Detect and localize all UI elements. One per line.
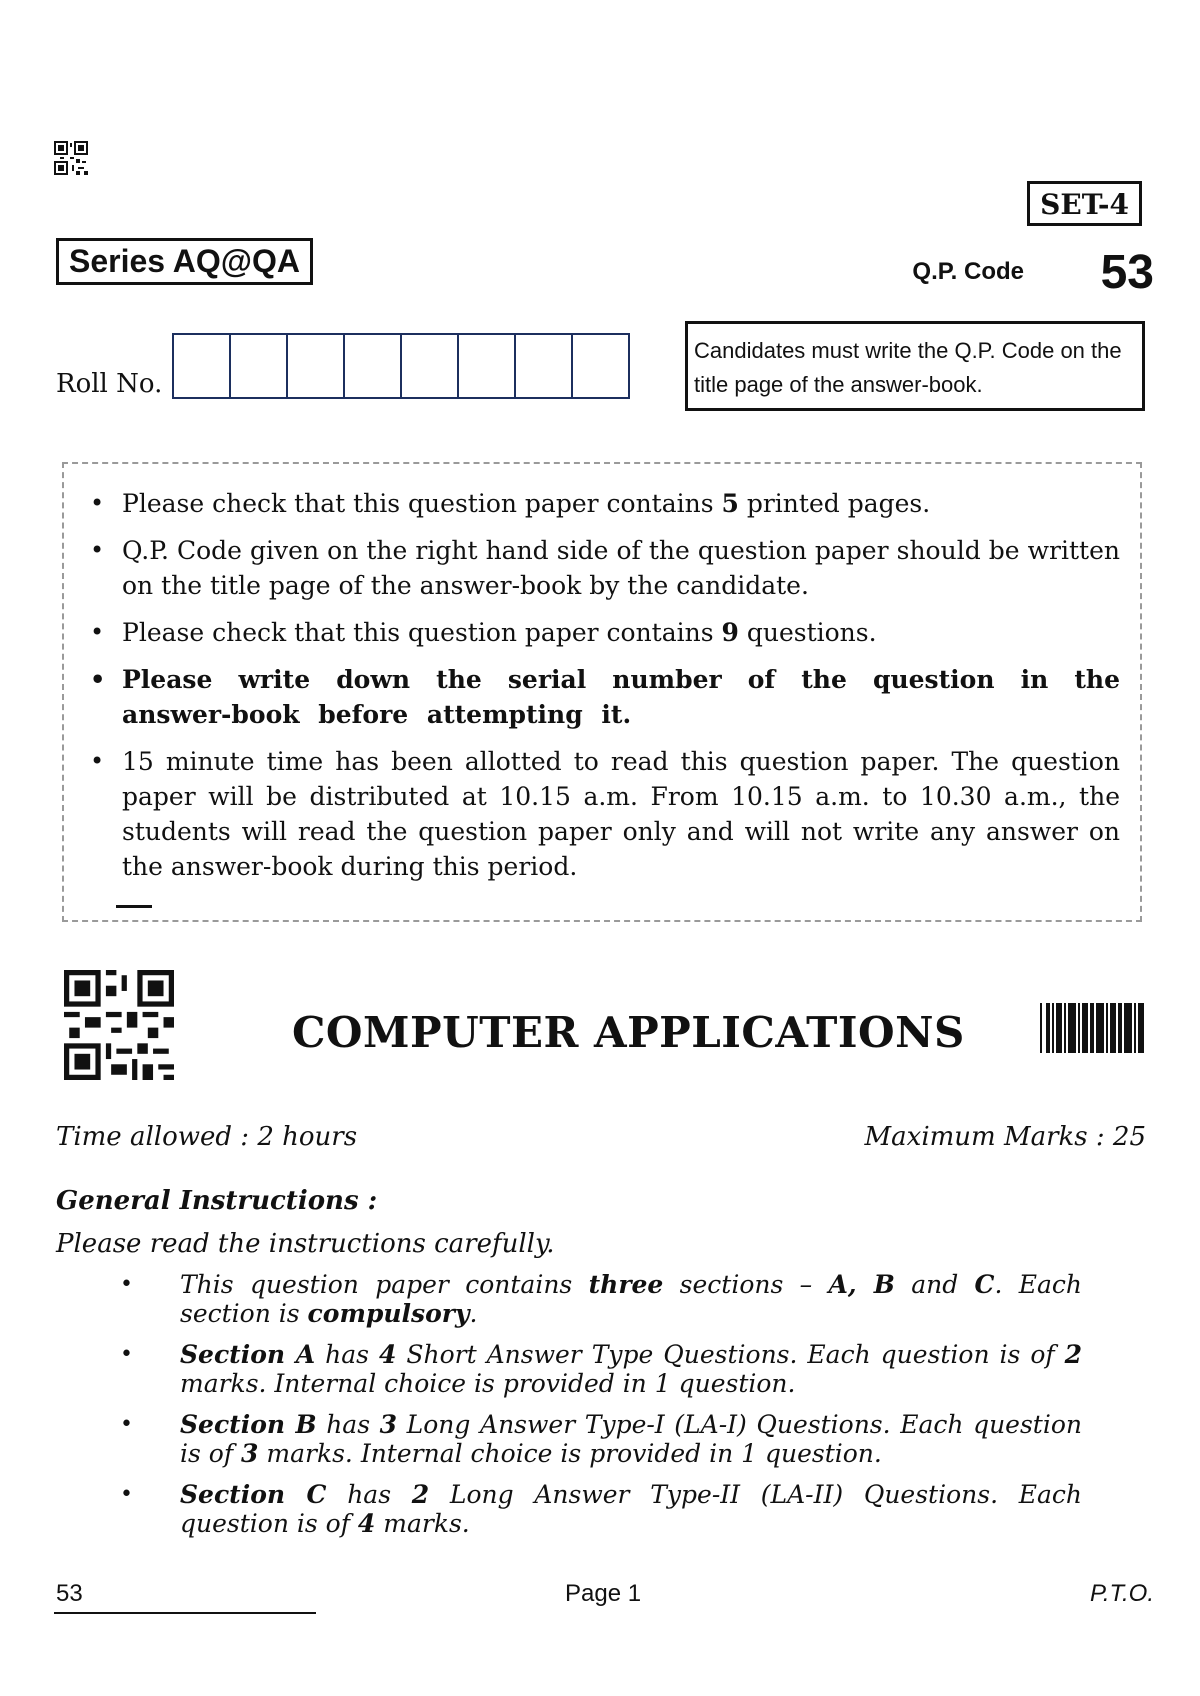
instruction-bold: Section C	[180, 1480, 327, 1509]
notice-item	[88, 486, 1120, 521]
instruction-text: marks. Internal choice is provided in 1 question.	[258, 1439, 882, 1468]
instruction-bold: 2	[1064, 1340, 1082, 1369]
instruction-text: sections –	[663, 1270, 829, 1299]
qp-code-value: 53	[1100, 246, 1154, 299]
instruction-item	[120, 1340, 1082, 1398]
series-label: Series AQ@QA	[56, 238, 313, 285]
page-number: Page 1	[565, 1580, 642, 1607]
instruction-bold: compulsory	[307, 1299, 470, 1328]
notice-text: printed pages.	[738, 489, 931, 518]
instruction-bold: Section A	[180, 1340, 316, 1369]
roll-no-cell[interactable]	[457, 335, 514, 397]
roll-no-cell[interactable]	[514, 335, 571, 397]
instruction-text: marks. Internal choice is provided in 1 question.	[180, 1369, 796, 1398]
instruction-bold: three	[588, 1270, 664, 1299]
general-instructions-heading: General Instructions :	[56, 1186, 378, 1216]
instruction-bold: C	[974, 1270, 995, 1299]
notice-item	[88, 533, 1120, 603]
roll-no-cell[interactable]	[229, 335, 286, 397]
instruction-text: Long Answer Type-II (LA-II) Questions. Each question is of	[180, 1480, 1083, 1538]
notice-bold: 9	[721, 618, 739, 647]
instruction-text: This question paper contains	[180, 1270, 589, 1299]
small-qr-code-icon	[54, 141, 88, 175]
roll-no-cell[interactable]	[286, 335, 343, 397]
instruction-bold: A, B	[828, 1270, 895, 1299]
instruction-bold: 4	[357, 1509, 376, 1538]
time-allowed: Time allowed : 2 hours	[56, 1122, 358, 1152]
notice-text: Q.P. Code given on the right hand side of the question paper should be written on the title page of the answer-book by the candidate.	[122, 536, 1120, 600]
subject-title: COMPUTER APPLICATIONS	[292, 1008, 965, 1057]
instruction-item	[120, 1480, 1082, 1538]
instruction-text: . Each section is	[180, 1270, 1083, 1328]
roll-no-label: Roll No.	[56, 369, 163, 399]
notice-item	[88, 744, 1120, 884]
instruction-text: .	[469, 1299, 478, 1328]
instruction-bold: 4	[378, 1340, 397, 1369]
candidate-note: Candidates must write the Q.P. Code on the title page of the answer-book.	[685, 321, 1145, 411]
notice-item	[88, 615, 1120, 650]
barcode-icon	[1040, 1003, 1144, 1053]
pto-label: P.T.O.	[1089, 1580, 1154, 1607]
roll-no-grid[interactable]	[172, 333, 630, 399]
underline-mark	[116, 905, 152, 908]
footer-qp-code: 53	[56, 1580, 83, 1607]
notice-text: Please write down the serial number of the question in the answer-book before attempting it.	[122, 665, 1120, 729]
general-instructions-subheading: Please read the instructions carefully.	[56, 1229, 555, 1259]
roll-no-cell[interactable]	[571, 335, 628, 397]
notice-bold: 5	[721, 489, 739, 518]
maximum-marks: Maximum Marks : 25	[864, 1122, 1146, 1152]
instruction-bold: 3	[379, 1410, 398, 1439]
instruction-item	[120, 1410, 1082, 1468]
roll-no-cell[interactable]	[400, 335, 457, 397]
instruction-text: has	[315, 1340, 379, 1369]
footer-divider	[54, 1612, 316, 1614]
instruction-text: and	[894, 1270, 975, 1299]
instruction-bold: 3	[241, 1439, 259, 1468]
notice-text: Please check that this question paper contains	[122, 489, 722, 518]
notice-text: questions.	[738, 618, 877, 647]
qp-code-label: Q.P. Code	[912, 258, 1024, 285]
large-qr-code-icon	[62, 970, 176, 1080]
instruction-text: Long Answer Type-I (LA-I) Questions. Each question is of	[180, 1410, 1082, 1468]
instruction-text: Short Answer Type Questions. Each question is of	[396, 1340, 1065, 1369]
instruction-item	[120, 1270, 1082, 1328]
notice-box	[62, 462, 1142, 922]
instruction-text: has	[326, 1480, 412, 1509]
instruction-bold: 2	[411, 1480, 430, 1509]
roll-no-cell[interactable]	[174, 335, 229, 397]
instruction-text: marks.	[375, 1509, 470, 1538]
general-instructions-list	[120, 1270, 1082, 1550]
notice-text: Please check that this question paper contains	[122, 618, 722, 647]
instruction-bold: Section B	[180, 1410, 317, 1439]
instruction-text: has	[316, 1410, 380, 1439]
set-label: SET-4	[1027, 181, 1142, 226]
roll-no-cell[interactable]	[343, 335, 400, 397]
notice-item	[88, 662, 1120, 732]
notice-text: 15 minute time has been allotted to read this question paper. The question paper will be distributed at 10.15 a.m. From 10.15 a.m. to 10.30 a.m., the students will read the question paper only and will not write any answer on the answer-book during this period.	[122, 747, 1120, 881]
